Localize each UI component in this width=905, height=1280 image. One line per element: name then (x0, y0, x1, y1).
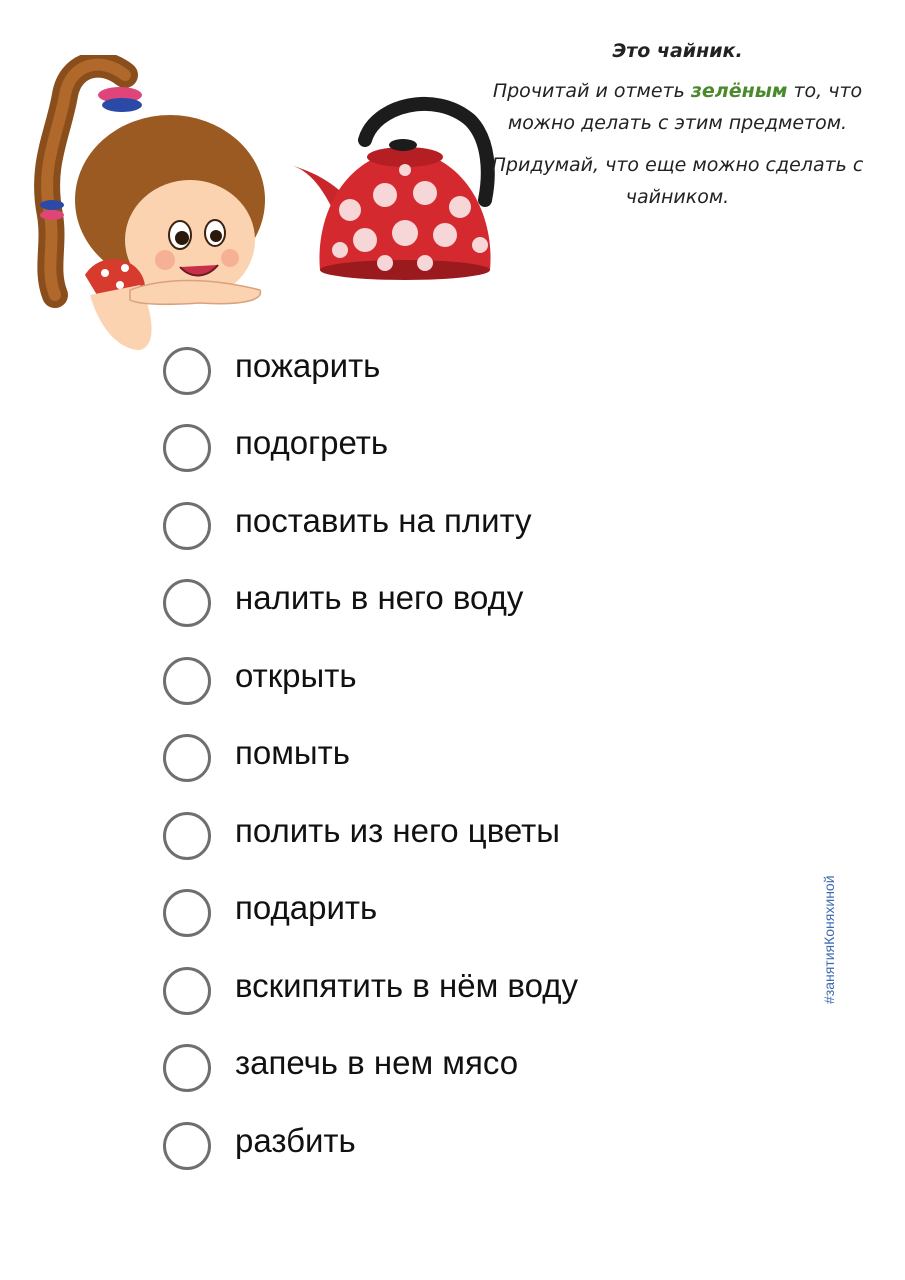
task-item (163, 875, 578, 953)
task-label: налить в него воду (235, 579, 524, 617)
task-label: полить из него цветы (235, 811, 560, 849)
task-label: запечь в нем мясо (235, 1044, 519, 1082)
instructions-block (490, 35, 865, 223)
task-item (163, 797, 578, 875)
task-checkbox[interactable] (163, 347, 211, 395)
task-item (163, 410, 578, 488)
task-label: подарить (235, 889, 378, 927)
task-checkbox[interactable] (163, 502, 211, 550)
task-checkbox[interactable] (163, 1044, 211, 1092)
task-checkbox[interactable] (163, 579, 211, 627)
instructions-text: Прочитай и отметь (492, 80, 691, 102)
instructions-title: Это чайник. (612, 40, 743, 62)
hashtag-watermark: #занятияКоняхиной (821, 875, 837, 1004)
task-item (163, 952, 578, 1030)
task-item (163, 1107, 578, 1185)
task-checkbox[interactable] (163, 657, 211, 705)
task-label: поставить на плиту (235, 501, 532, 539)
instructions-text: то, что можно делать с этим предметом. (507, 80, 863, 134)
task-item (163, 642, 578, 720)
task-item (163, 487, 578, 565)
task-checkbox[interactable] (163, 1122, 211, 1170)
girl-illustration (30, 55, 265, 355)
task-item (163, 1030, 578, 1108)
task-label: помыть (235, 734, 350, 772)
kettle-illustration (285, 95, 500, 285)
task-label: открыть (235, 656, 357, 694)
instructions-highlight: зелёным (690, 80, 788, 102)
instructions-paragraph-1 (490, 75, 865, 139)
task-label: пожарить (235, 346, 381, 384)
task-item (163, 565, 578, 643)
task-checkbox[interactable] (163, 967, 211, 1015)
task-checkbox[interactable] (163, 812, 211, 860)
task-checkbox[interactable] (163, 424, 211, 472)
task-checkbox[interactable] (163, 889, 211, 937)
task-label: подогреть (235, 424, 389, 462)
task-checkbox[interactable] (163, 734, 211, 782)
task-list (163, 332, 578, 1185)
task-item (163, 720, 578, 798)
task-item (163, 332, 578, 410)
instructions-paragraph-2: Придумай, что еще можно сделать с чайником. (491, 154, 864, 208)
task-label: разбить (235, 1121, 356, 1159)
task-label: вскипятить в нём воду (235, 966, 578, 1004)
